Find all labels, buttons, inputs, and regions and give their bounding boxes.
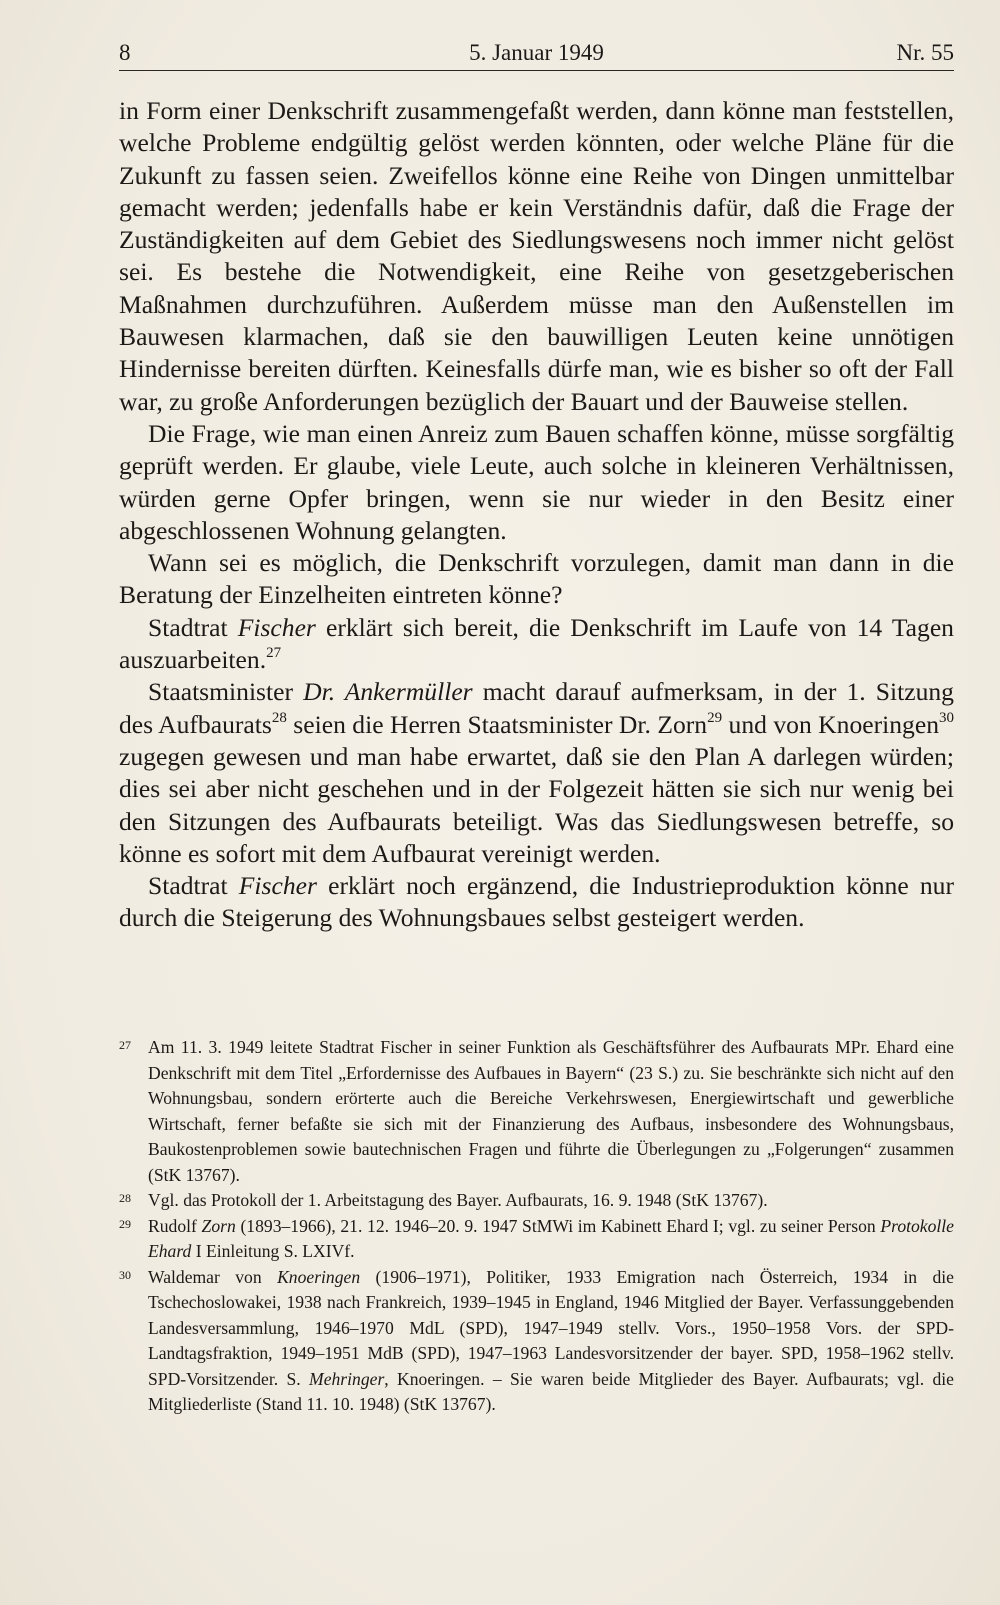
footnote-number: 30 [119, 1267, 131, 1282]
paragraph-text: seien die Herren Staatsminister Dr. Zorn [286, 709, 708, 739]
paragraph-text: erklärt noch ergänzend, die Industrieproduktion könne nur durch die Steigerung des Wohnungsbaues selbst gesteigert werden. [119, 871, 954, 933]
footnote-text: Am 11. 3. 1949 leitete Stadtrat Fischer in seiner Funktion als Geschäftsführer des Aufbaurats MPr. Ehard eine Denkschrift mit dem Titel „Erfordernisse des Aufbaues in Bayern“ (23 S.) zu. Sie beschränkte sich nicht auf den Wohnungsbau, sondern erörterte auch die Bereiche Verkehrswesen, Energiewirtschaft und gewerbliche Wirtschaft, ferner befaßte sie sich mit der Finanzierung des Aufbaus, insbesondere des Wohnungsbaus, Baukostenproblemen sowie bautechnischen Fragen und führte die Überlegungen zu „Folgerungen“ zusammen (StK 13767). [148, 1037, 954, 1185]
footnote-30 [119, 1265, 954, 1418]
footnote-ref[interactable]: 29 [707, 709, 723, 726]
speaker-name: Dr. Ankermüller [303, 677, 473, 707]
footnote-27 [119, 1035, 954, 1188]
paragraph-text: zugegen gewesen und man habe erwartet, daß sie den Plan A darlegen würden; dies sei aber nicht geschehen und in der Folgezeit hätten sie sich nur wenig bei den Sitzungen des Aufbaurats beteiligt. Was das Siedlungswesen betreffe, so könne es sofort mit dem Aufbaurat vereinigt werden. [119, 741, 954, 868]
document-number: Nr. 55 [896, 40, 954, 65]
speaker-name: Fischer [237, 612, 316, 642]
paragraph-6 [119, 870, 954, 935]
paragraph-4 [119, 612, 954, 677]
paragraph-3: Wann sei es möglich, die Denkschrift vorzulegen, damit man dann in die Beratung der Einzelheiten eintreten könne? [119, 548, 954, 610]
speaker-title: Stadtrat [148, 612, 238, 642]
paragraph-text: macht darauf aufmerksam, in der 1. Sitzung des Aufbaurats [119, 677, 954, 739]
footnote-number: 27 [119, 1038, 131, 1052]
header-date: 5. Januar 1949 [469, 40, 604, 65]
footnote-ref[interactable]: 28 [271, 709, 287, 726]
footnotes [119, 1035, 954, 1418]
footnote-text: I Einleitung S. LXIVf. [191, 1241, 355, 1261]
footnote-number: 29 [119, 1216, 131, 1231]
speaker-title: Stadtrat [148, 871, 239, 901]
paragraph-5 [119, 676, 954, 870]
paragraph-1: in Form einer Denkschrift zusammengefaßt werden, dann könne man feststellen, welche Probleme endgültig gelöst werden könnten, oder welche Pläne für die Zukunft zu fassen seien. Zweifellos könne eine Reihe von Dingen unmittelbar gemacht werden; jedenfalls habe er kein Verständnis dafür, daß die Frage der Zuständigkeiten auf dem Gebiet des Siedlungswesens noch immer nicht gelöst sei. Es bestehe die Notwendigkeit, eine Reihe von gesetzgeberischen Maßnahmen durchzuführen. Außerdem müsse man den Außenstellen im Bauwesen klarmachen, daß sie den bauwilligen Leuten keine unnötigen Hindernisse bereiten dürften. Keinesfalls dürfe man, wie es bisher so oft der Fall war, zu große Anforderungen bezüglich der Bauart und der Bauweise stellen. [119, 96, 954, 416]
footnote-text: (1906–1971), Politiker, 1933 Emigration nach Österreich, 1934 in die Tschechoslowakei, 1938 nach Frankreich, 1939–1945 in England, 1946 Mitglied der Bayer. Verfassunggebenden Landesversammlung, 1946–1970 MdL (SPD), 1947–1949 stellv. Vors., 1950–1958 Vors. der SPD-Landtagsfraktion, 1949–1951 MdB (SPD), 1947–1963 Landesvorsitzender der bayer. SPD, 1958–1962 stellv. SPD-Vorsitzender. S. [148, 1266, 954, 1389]
paragraph-2: Die Frage, wie man einen Anreiz zum Bauen schaffen könne, müsse sorgfältig geprüft werden. Er glaube, viele Leute, auch solche in kleineren Verhältnissen, würden gerne Opfer bringen, wenn sie nur wieder in den Besitz einer abgeschlossenen Wohnung gelangten. [119, 418, 954, 545]
paragraph-text: erklärt sich bereit, die Denkschrift im Laufe von 14 Tagen auszuarbeiten. [119, 612, 954, 675]
footnote-number: 28 [119, 1191, 131, 1205]
footnote-text: Rudolf [148, 1215, 202, 1236]
main-text [119, 95, 954, 935]
person-name: Zorn [201, 1215, 236, 1236]
footnote-text: , Knoeringen. – Sie waren beide Mitglieder des Bayer. Aufbaurats; vgl. die Mitgliederliste (Stand 11. 10. 1948) (StK 13767). [148, 1368, 954, 1414]
page-number: 8 [119, 40, 131, 65]
running-header [119, 38, 954, 71]
footnote-ref[interactable]: 30 [939, 709, 954, 726]
footnote-ref[interactable]: 27 [266, 645, 282, 662]
speaker-title: Staatsminister [148, 677, 304, 707]
footnote-29 [119, 1214, 954, 1265]
speaker-name: Fischer [238, 871, 317, 901]
footnote-28 [119, 1188, 954, 1214]
footnote-text: Waldemar von [148, 1266, 278, 1287]
paragraph-text: und von Knoeringen [722, 709, 939, 739]
reference-author: Mehringer [309, 1368, 385, 1389]
person-name: Knoeringen [277, 1266, 361, 1287]
footnote-text: (1893–1966), 21. 12. 1946–20. 9. 1947 StMWi im Kabinett Ehard I; vgl. zu seiner Person [235, 1215, 881, 1236]
footnote-text: Vgl. das Protokoll der 1. Arbeitstagung des Bayer. Aufbaurats, 16. 9. 1948 (StK 13767). [148, 1190, 768, 1210]
reference-title: Protokolle Ehard [148, 1215, 954, 1261]
